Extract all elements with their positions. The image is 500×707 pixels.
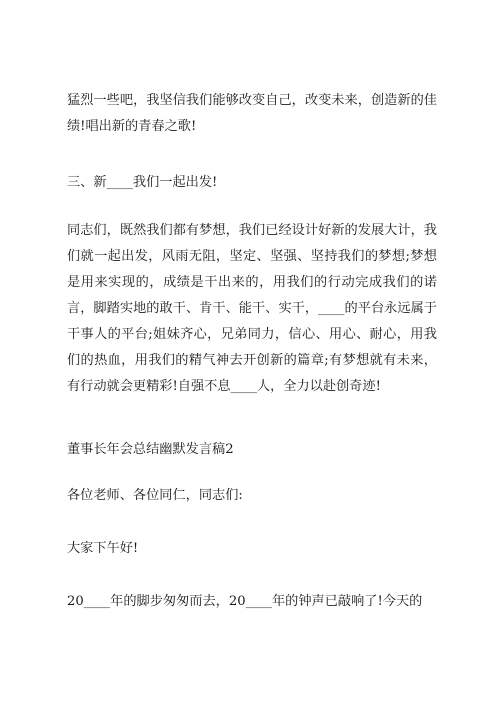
closing-paragraph: [67, 589, 437, 615]
section-heading: [67, 170, 437, 196]
closing-line-text: 20____年的脚步匆匆而去，20____年的钟声已敲响了!今天的: [67, 594, 423, 609]
paragraph-line: 有行动就会更精彩!自强不息____人，全力以赴创奇迹!: [67, 379, 381, 394]
paragraph-line: 同志们，既然我们都有梦想，我们已经设计好新的发展大计，我: [67, 223, 437, 238]
paragraph-line: 们的热血，用我们的精气神去开创新的篇章;有梦想就有未来，: [67, 353, 437, 368]
paragraph-line: 干事人的平台;姐妹齐心，兄弟同力，信心、用心、耐心，用我: [67, 327, 437, 342]
paragraph-line: 是用来实现的，成绩是干出来的，用我们的行动完成我们的诺: [67, 275, 437, 290]
paragraph-line: 猛烈一些吧，我坚信我们能够改变自己，改变未来，创造新的佳: [67, 93, 437, 108]
speech-title-text: 董事长年会总结幽默发言稿2: [67, 442, 234, 457]
paragraph-line: 们就一起出发，风雨无阻，坚定、坚强、坚持我们的梦想;梦想: [67, 249, 437, 264]
greeting: [67, 536, 437, 562]
salutation: [67, 483, 437, 509]
greeting-text: 大家下午好!: [67, 541, 139, 556]
paragraph-line: 绩!唱出新的青春之歌!: [67, 119, 197, 134]
section-heading-text: 三、新____我们一起出发!: [67, 175, 218, 190]
paragraph-line: 言，脚踏实地的敢干、肯干、能干、实干，____的平台永远属于: [67, 301, 437, 316]
intro-paragraph: [67, 88, 437, 140]
salutation-text: 各位老师、各位同仁，同志们:: [67, 488, 243, 503]
main-paragraph: [67, 218, 437, 400]
speech-title: [67, 437, 437, 463]
